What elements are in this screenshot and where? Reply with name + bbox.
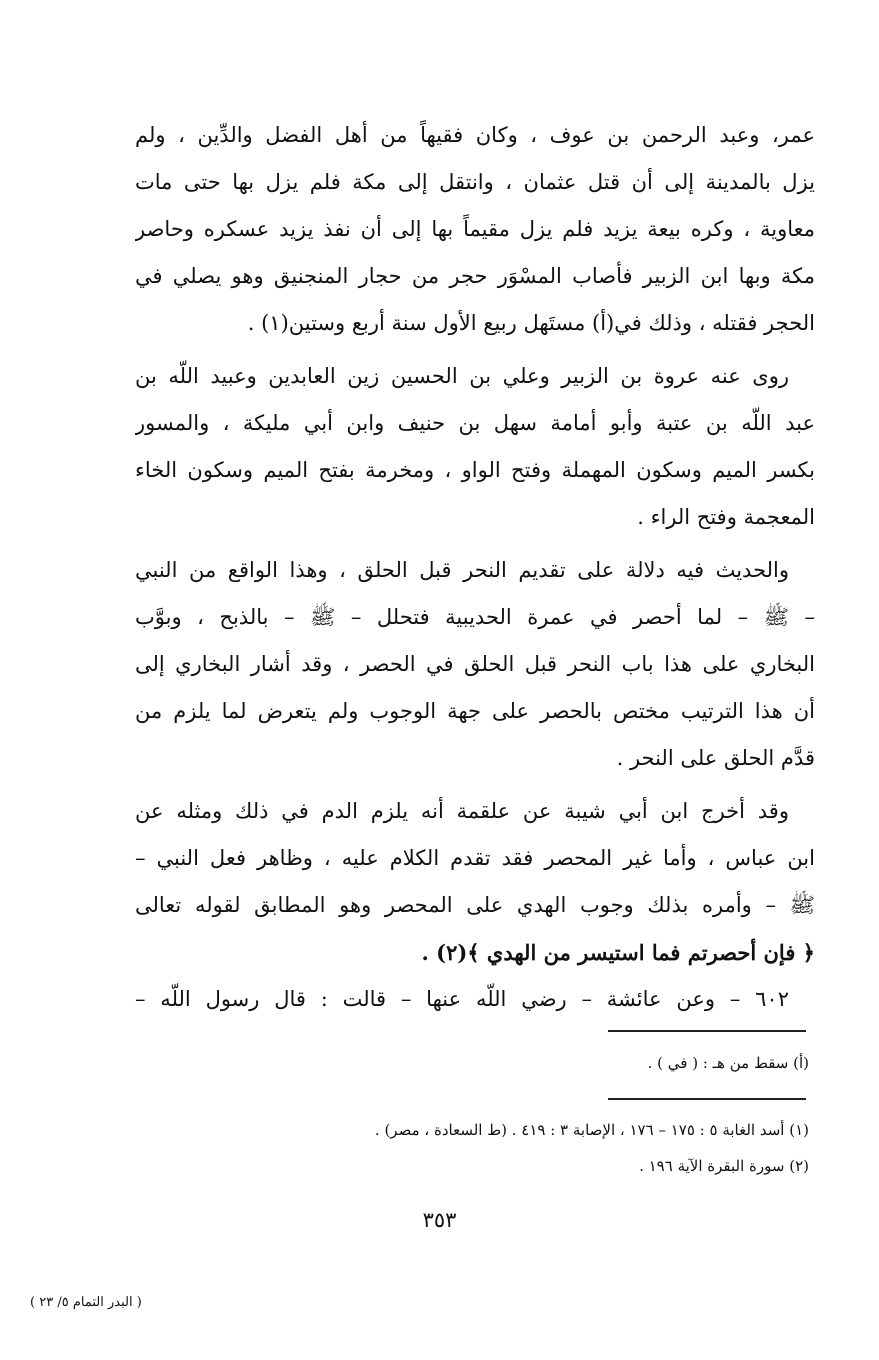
- page-number: ٣٥٣: [422, 1208, 457, 1232]
- text-line: البخاري على هذا باب النحر قبل الحلق في الحصر ، وقد أشار البخاري إلى: [135, 652, 815, 676]
- text-line: عمر، وعبد الرحمن بن عوف ، وكان فقيهاً من أهل الفضل والدِّين ، ولم: [135, 123, 815, 147]
- footnote-line: (٢) سورة البقرة الآية ١٩٦ .: [639, 1157, 809, 1175]
- hadith-line: ٦٠٢ – وعن عائشة – رضي اللّه عنها – قالت : قال رسول اللّه –: [135, 987, 789, 1011]
- numbered-footnotes: [149, 1110, 809, 1182]
- text-line: – ﷺ – لما أحصر في عمرة الحديبية فتحلل – ﷺ – بالذبح ، وبوَّب: [135, 605, 815, 629]
- text-line: أن هذا الترتيب مختص بالحصر على جهة الوجوب ولم يتعرض لما يلزم من: [135, 699, 815, 723]
- printer-signature: ( البدر التمام ٥/ ٢٣ ): [30, 1295, 142, 1310]
- text-line: والحديث فيه دلالة على تقديم النحر قبل الحلق ، وهذا الواقع من النبي: [135, 558, 789, 582]
- text-line: بكسر الميم وسكون المهملة وفتح الواو ، ومخرمة بفتح الميم وسكون الخاء: [135, 458, 815, 482]
- variant-footnote: [509, 1043, 809, 1079]
- text-line: المعجمة وفتح الراء .: [637, 505, 815, 529]
- text-line: روى عنه عروة بن الزبير وعلي بن الحسين زين العابدين وعبيد اللّه بن: [135, 364, 789, 388]
- text-line: الحجر فقتله ، وذلك في(أ) مستَهل ربيع الأول سنة أربع وستين(١) .: [247, 311, 815, 335]
- main-text: [135, 112, 815, 1023]
- footnote-line: (أ) سقط من هـ : ( في ) .: [647, 1054, 809, 1072]
- text-line: مكة وبها ابن الزبير فأصاب المسْوَر حجر من حجار المنجنيق وهو يصلي في: [135, 264, 815, 288]
- footnote-divider: [608, 1030, 806, 1032]
- quran-verse: ﴿ فإن أحصرتم فما استيسر من الهدي ﴾(٢) .: [421, 940, 815, 965]
- text-line: يزل بالمدينة إلى أن قتل عثمان ، وانتقل إلى مكة فلم يزل بها حتى مات: [135, 170, 815, 194]
- footnote-line: (١) أسد الغابة ٥ : ١٧٥ – ١٧٦ ، الإصابة ٣ : ٤١٩ . (ط السعادة ، مصر) .: [374, 1121, 809, 1139]
- text-line: معاوية ، وكره بيعة يزيد فلم يزل مقيماً بها إلى أن نفذ يزيد عسكره وحاصر: [135, 217, 815, 241]
- text-line: ابن عباس ، وأما غير المحصر فقد تقدم الكلام عليه ، وظاهر فعل النبي –: [135, 846, 815, 870]
- text-line: قدَّم الحلق على النحر .: [616, 746, 815, 770]
- text-line: ﷺ – وأمره بذلك وجوب الهدي على المحصر وهو المطابق لقوله تعالى: [135, 893, 815, 917]
- text-line: وقد أخرج ابن أبي شيبة عن علقمة أنه يلزم الدم في ذلك ومثله عن: [135, 799, 789, 823]
- footnote-divider-secondary: [608, 1098, 806, 1100]
- text-line: عبد اللّه بن عتبة وأبو أمامة سهل بن حنيف وابن أبي مليكة ، والمسور: [135, 411, 815, 435]
